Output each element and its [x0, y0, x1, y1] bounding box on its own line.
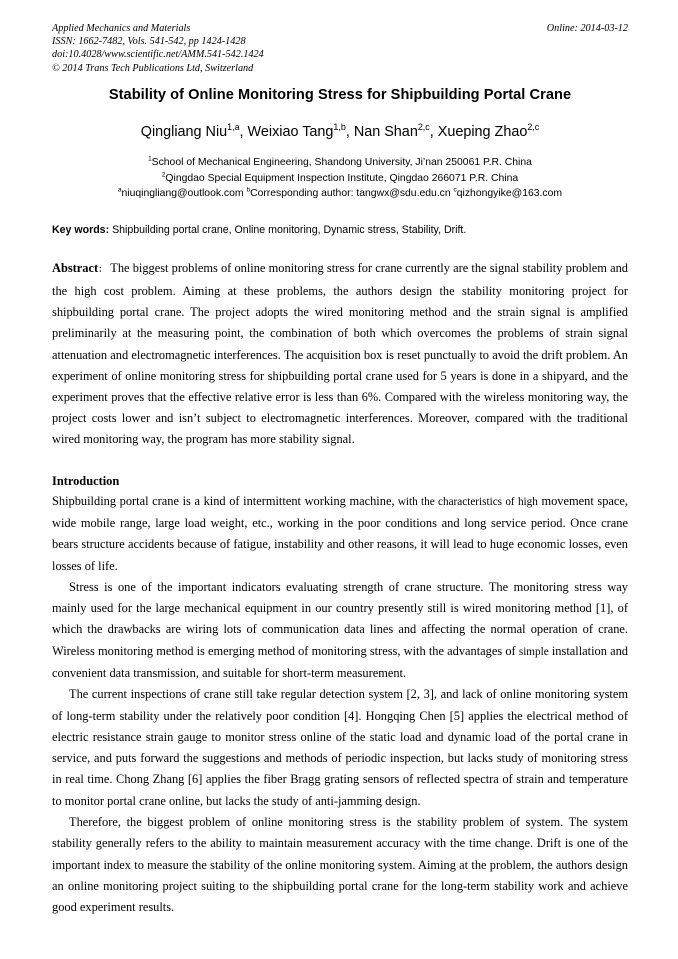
affiliation-list	[52, 155, 628, 186]
email-address[interactable]: niuqingliang@outlook.com	[121, 188, 244, 200]
author-name: Xueping Zhao	[437, 124, 528, 140]
author-separator: ,	[345, 124, 354, 140]
email-list	[52, 186, 628, 202]
journal-header	[52, 22, 628, 78]
abstract-colon: ：	[98, 264, 108, 275]
email-address[interactable]: Corresponding author: tangwx@sdu.edu.cn	[250, 188, 451, 200]
introduction-section	[52, 473, 628, 919]
affiliation-text: School of Mechanical Engineering, Shandong University, Ji’nan 250061 P.R. China	[151, 157, 532, 168]
author-affiliation-marker: 1,a	[227, 122, 240, 133]
email-marker: c	[453, 186, 457, 194]
author-affiliation-marker: 2,c	[417, 122, 430, 133]
intro-p2-part-b: installation and convenient data transmission, and suitable for short-term measurement.	[52, 643, 628, 680]
intro-p2-part-a: Stress is one of the important indicators evaluating strength of crane structure. The monitoring stress way mainly used for the large mechanical equipment in our country presently still is wired monitoring method [1], of which the drawbacks are wiring lots of communication data lines and affecting the normal operation of crane. Wireless monitoring method is emerging method of monitoring stress, with the advantages of	[52, 579, 628, 658]
section-heading-introduction: Introduction	[52, 473, 120, 488]
introduction-paragraph-4: Therefore, the biggest problem of online monitoring stress is the stability problem of system. The system stability generally refers to the ability to maintain measurement accuracy with the time change. Drift is one of the important index to measure the stability of the online monitoring system. Aiming at the problem, the authors design an online monitoring project suiting to the shipbuilding portal crane for the long-term stability work and achieve good experiment results.	[52, 815, 628, 915]
journal-copyright-line: © 2014 Trans Tech Publications Ltd, Switzerland	[52, 62, 254, 74]
introduction-paragraph-1	[52, 491, 628, 577]
author-affiliation-marker: 1,b	[333, 122, 346, 133]
journal-name: Applied Mechanics and Materials	[52, 23, 191, 34]
title-block	[52, 86, 628, 142]
author-list	[52, 123, 628, 142]
email-marker: b	[246, 186, 251, 194]
page-title: Stability of Online Monitoring Stress for Shipbuilding Portal Crane	[108, 87, 572, 103]
intro-p1-part-a: Shipbuilding portal crane is a kind of intermittent working machine,	[52, 493, 395, 508]
introduction-paragraph-3: The current inspections of crane still take regular detection system [2, 3], and lack of online monitoring system of long-term stability under the relatively poor condition [4]. Hongqing Chen [5] applies the electrical method of electric resistance strain gauge to monitor stress online of the static load and dynamic load of the portal crane in service, and puts forward the suggestions and methods of periodic inspection, but lacks study of monitoring stress in real time. Chong Zhang [6] applies the fiber Bragg grating sensors of reflected spectra of strain and temperature to monitor portal crane online, but lacks the study of anti-jamming design.	[52, 687, 628, 808]
email-address[interactable]: qizhongyike@163.com	[456, 188, 563, 200]
affiliation-marker: 1	[148, 155, 152, 163]
journal-online-date: Online: 2014-03-12	[546, 23, 628, 34]
author-separator: ,	[429, 124, 438, 140]
keywords-line	[52, 223, 628, 238]
author-affiliation-marker: 2,c	[527, 122, 540, 133]
intro-p2-small: simple	[518, 645, 549, 658]
author-separator: ,	[239, 124, 248, 140]
abstract-label: Abstract	[52, 260, 99, 275]
introduction-paragraph-2	[52, 577, 628, 684]
affiliation-marker: 2	[161, 171, 166, 179]
author-name: Weixiao Tang	[247, 124, 334, 140]
intro-p1-small: with the characteristics of high	[394, 495, 538, 508]
affiliation-item	[52, 155, 628, 171]
keywords-value: Shipbuilding portal crane, Online monitoring, Dynamic stress, Stability, Drift.	[112, 223, 467, 236]
email-marker: a	[117, 186, 122, 194]
journal-doi-line: doi:10.4028/www.scientific.net/AMM.541-542.1424	[52, 49, 264, 61]
keywords-label: Key words:	[52, 223, 110, 236]
journal-issn-line: ISSN: 1662-7482, Vols. 541-542, pp 1424-1428	[52, 36, 246, 48]
author-name: Nan Shan	[353, 124, 418, 140]
affiliation-item	[52, 171, 628, 187]
intro-p1-part-b: movement space, wide mobile range, large load weight, etc., working in the poor conditions and long service period. Once crane bears structure accidents because of fatigue, instability and other reasons, it will lead to huge economic losses, even losses of life.	[52, 493, 628, 573]
abstract-text: The biggest problems of online monitoring stress for crane currently are the signal stability problem and the high cost problem. Aiming at these problems, the authors design the stability monitoring project for shipbuilding portal crane. The project adopts the wired monitoring method and the strain signal is amplified preliminarily at the measuring point, the combination of both which overcomes the problems of strain signal attenuation and electromagnetic interferences. The acquisition box is reset punctually to avoid the drift problem. An experiment of online monitoring stress for shipbuilding portal crane used for 5 years is done in a shipyard, and the experiment proves that the effective relative error is less than 6%. Compared with the wireless monitoring way, the project costs lower and isn’t subject to electromagnetic interferences. Moreover, compared with the traditional wired monitoring way, the program has more stability signal.	[52, 260, 628, 447]
abstract-block	[52, 258, 628, 451]
author-name: Qingliang Niu	[140, 124, 228, 140]
affiliation-text: Qingdao Special Equipment Inspection Institute, Qingdao 266071 P.R. China	[165, 172, 519, 184]
